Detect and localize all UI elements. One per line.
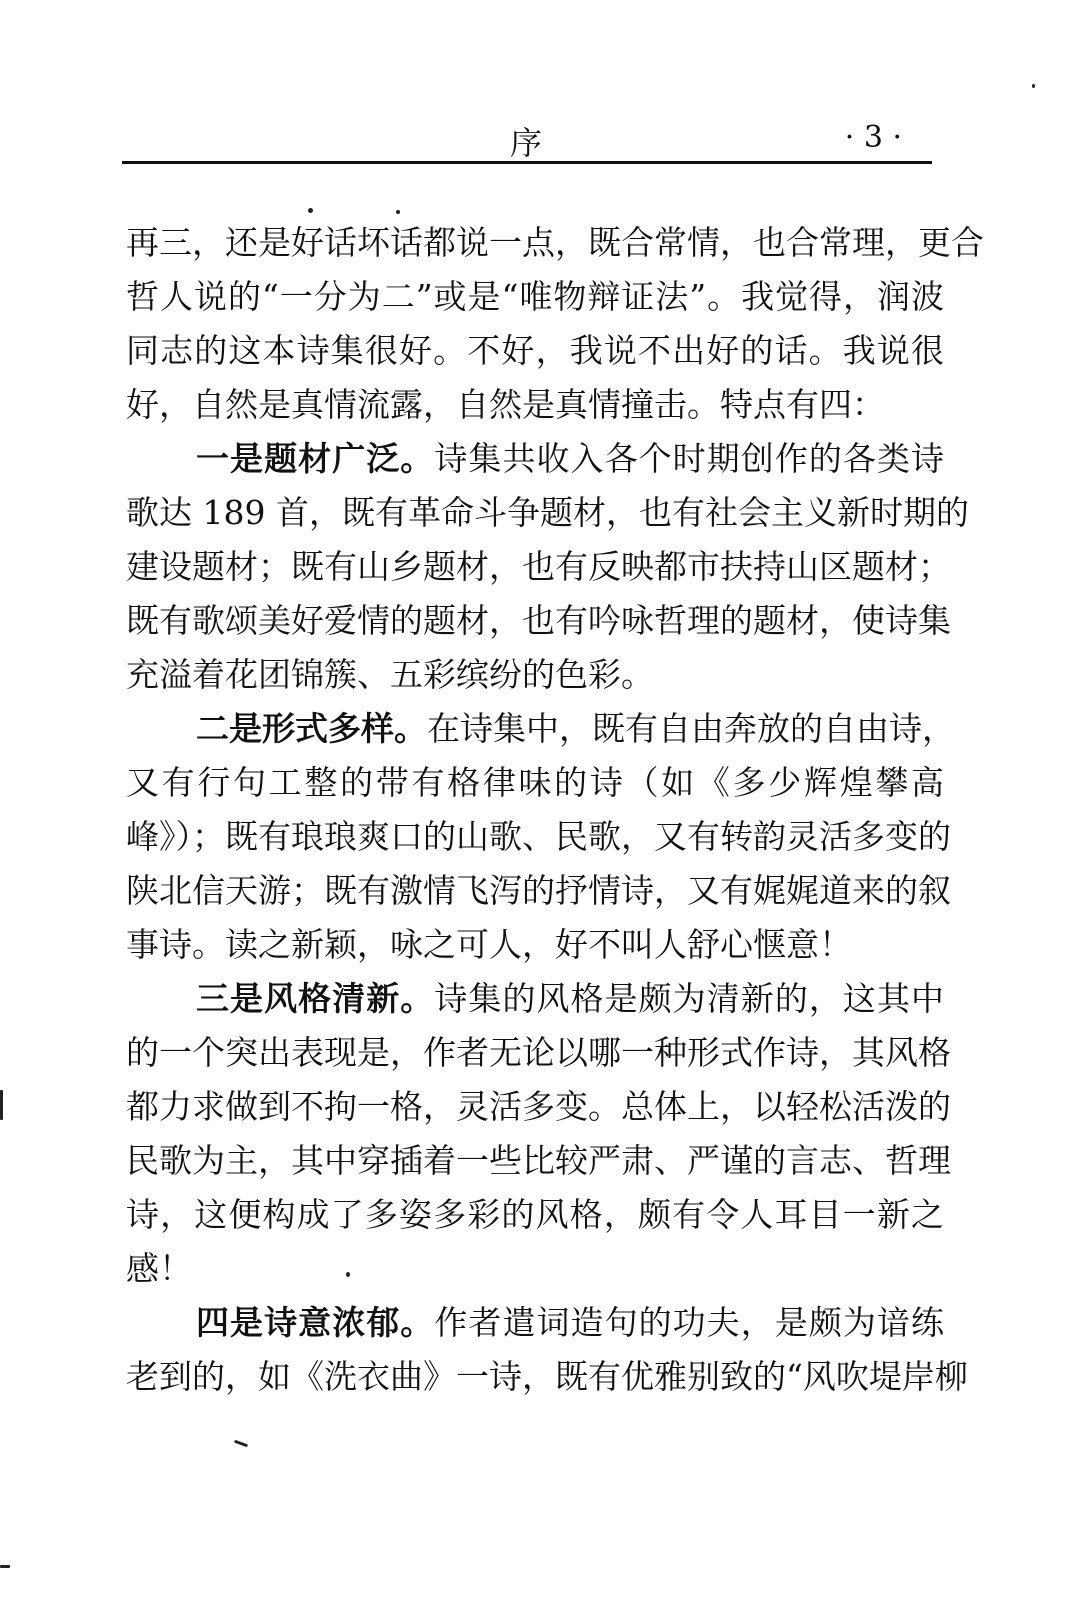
paragraph-poetic-mood <box>126 1296 968 1404</box>
scan-speck <box>308 208 313 213</box>
text-line: 又有行句工整的带有格律味的诗（如《多少辉煌攀高 <box>126 763 944 802</box>
text-line: 老到的，如《洗衣曲》一诗，既有优雅别致的“风吹堤岸柳 <box>126 1357 968 1396</box>
text-line: 事诗。读之新颖，咏之可人，好不叫人舒心惬意！ <box>126 925 852 964</box>
paragraph-heading: 四是诗意浓郁。 <box>196 1303 435 1342</box>
paragraph-subject-matter <box>126 432 969 702</box>
paragraph-heading: 三是风格清新。 <box>196 979 435 1018</box>
text-line: 都力求做到不拘一格，灵活多变。总体上，以轻松活泼的 <box>126 1087 951 1126</box>
header-rule <box>122 161 932 164</box>
paragraph-heading: 一是题材广泛。 <box>196 439 435 478</box>
paragraph-style <box>126 972 951 1296</box>
text-line <box>126 432 944 486</box>
paragraph-forms <box>126 702 955 972</box>
scan-speck <box>0 1090 3 1120</box>
text-line: 歌达 189 首，既有革命斗争题材，也有社会主义新时期的 <box>126 493 969 532</box>
text-line <box>126 972 944 1026</box>
text-line: 既有歌颂美好爱情的题材，也有吟咏哲理的题材，使诗集 <box>126 601 951 640</box>
text-span: 在诗集中，既有自由奔放的自由诗， <box>427 709 955 748</box>
paragraph-heading: 二是形式多样。 <box>196 709 427 748</box>
page-number: · 3 · <box>844 120 902 155</box>
text-span: 作者遣词造句的功夫，是颇为谙练 <box>434 1303 945 1342</box>
running-header <box>122 118 932 162</box>
scan-speck <box>346 1272 350 1277</box>
body-text <box>126 216 984 1404</box>
text-line: 充溢着花团锦簇、五彩缤纷的色彩。 <box>126 655 654 694</box>
text-line: 建设题材；既有山乡题材，也有反映都市扶持山区题材； <box>126 547 951 586</box>
text-line: 陕北信天游；既有激情飞泻的抒情诗，又有娓娓道来的叙 <box>126 871 951 910</box>
text-line: 好，自然是真情流露，自然是真情撞击。特点有四： <box>126 385 885 424</box>
text-line: 民歌为主，其中穿插着一些比较严肃、严谨的言志、哲理 <box>126 1141 951 1180</box>
text-span: 诗集共收入各个时期创作的各类诗 <box>434 439 945 478</box>
text-line: 再三，还是好话坏话都说一点，既合常情，也合常理，更合 <box>126 223 984 262</box>
text-line <box>126 702 955 756</box>
text-line: 诗，这便构成了多姿多彩的风格，颇有令人耳目一新之 <box>126 1195 944 1234</box>
text-span: 诗集的风格是颇为清新的，这其中 <box>434 979 945 1018</box>
scan-speck <box>0 1565 10 1568</box>
text-line: 哲人说的“一分为二”或是“唯物辩证法”。我觉得，润波 <box>126 277 944 316</box>
text-line: 峰》）；既有琅琅爽口的山歌、民歌，又有转韵灵活多变的 <box>126 817 951 856</box>
header-title: 序 <box>510 124 545 162</box>
text-line: 的一个突出表现是，作者无论以哪一种形式作诗，其风格 <box>126 1033 951 1072</box>
scan-speck <box>1032 84 1035 88</box>
text-line <box>126 1296 944 1350</box>
text-line: 感！ <box>126 1249 192 1288</box>
scan-speck <box>234 1440 248 1448</box>
text-line: 同志的这本诗集很好。不好，我说不出好的话。我说很 <box>126 331 944 370</box>
paragraph-intro <box>126 216 984 432</box>
scan-speck <box>396 210 400 214</box>
